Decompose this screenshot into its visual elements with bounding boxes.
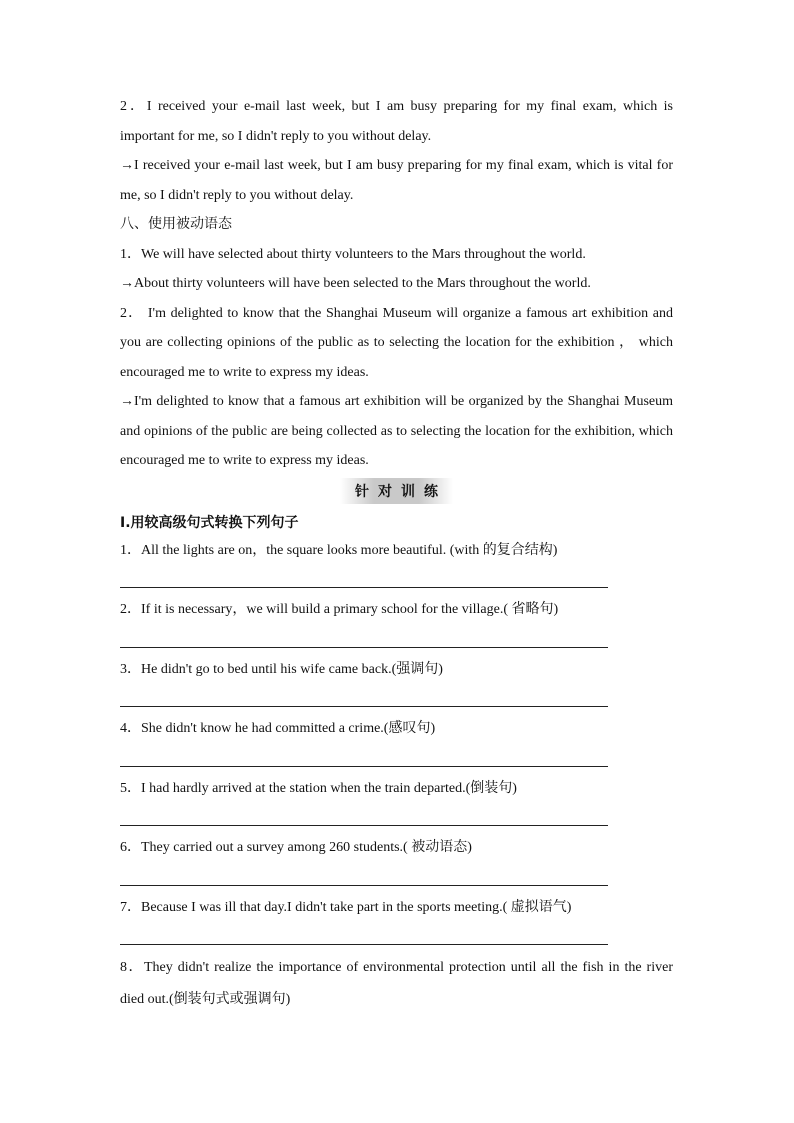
answer-line-5[interactable] — [120, 803, 608, 826]
question-2: 2．If it is necessary，we will build a primary school for the village.( 省略句) — [120, 602, 559, 617]
page-content — [120, 92, 673, 1016]
question-8: 8．They didn't realize the importance of environmental protection until all the fish in the river died out.(倒装句式或强调句) — [120, 960, 673, 1007]
section-8-item-2: 2． I'm delighted to know that the Shanghai Museum will organize a famous art exhibition and you are collecting opinions of the public as to selecting the location for the exhibition ， which encouraged me to write to express my ideas. — [120, 305, 673, 380]
answer-line-6[interactable] — [120, 863, 608, 886]
section-8-item-1: 1．We will have selected about thirty volunteers to the Mars throughout the world. — [120, 246, 586, 262]
section-8-item-1-rewrite: →About thirty volunteers will have been selected to the Mars throughout the world. — [120, 276, 591, 291]
question-6: 6．They carried out a survey among 260 students.( 被动语态) — [120, 840, 472, 855]
practice-banner: 针对训练 — [340, 478, 453, 504]
answer-line-3[interactable] — [120, 684, 608, 707]
answer-line-1[interactable] — [120, 565, 608, 588]
example-2-original: 2．I received your e-mail last week, but I am busy preparing for my final exam, which is important for me, so I didn't reply to you without delay. — [120, 99, 673, 144]
question-7: 7．Because I was ill that day.I didn't take part in the sports meeting.( 虚拟语气) — [120, 899, 572, 915]
answer-line-4[interactable] — [120, 744, 608, 767]
exercise-title: Ⅰ.用较高级句式转换下列句子 — [120, 514, 299, 531]
question-3: 3．He didn't go to bed until his wife came back.(强调句) — [120, 661, 443, 677]
answer-line-7[interactable] — [120, 922, 608, 945]
example-2-rewrite: →I received your e-mail last week, but I am busy preparing for my final exam, which is vital for me, so I didn't reply to you without delay. — [120, 158, 673, 203]
answer-line-2[interactable] — [120, 625, 608, 648]
question-5: 5．I had hardly arrived at the station when the train departed.(倒装句) — [120, 780, 517, 796]
section-8-heading: 八、使用被动语态 — [120, 216, 232, 232]
section-8-item-2-rewrite: →I'm delighted to know that a famous art exhibition will be organized by the Shanghai Museum and opinions of the public are being collected as to selecting the location for the exhibition, which encouraged me to write to express my ideas. — [120, 394, 673, 468]
question-4: 4．She didn't know he had committed a crime.(感叹句) — [120, 721, 436, 736]
question-1: 1．All the lights are on，the square looks more beautiful. (with 的复合结构) — [120, 542, 558, 558]
practice-banner-row — [120, 478, 673, 510]
